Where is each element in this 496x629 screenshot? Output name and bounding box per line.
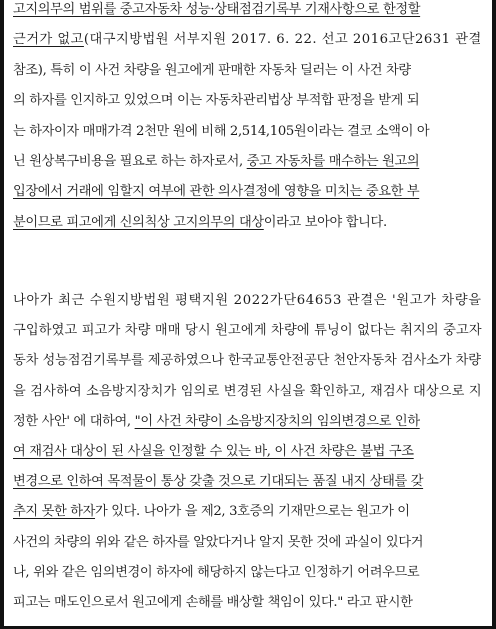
text-segment: 닌 원상복구비용을 필요로 하는 하자로서, (13, 154, 247, 169)
text-line (13, 152, 419, 172)
text-line (13, 563, 419, 583)
text-line (13, 291, 482, 311)
text-line (13, 30, 482, 50)
text-line (13, 321, 482, 341)
text-line (13, 442, 414, 462)
text-line (13, 213, 387, 233)
underlined-text: 근거가 없고 (13, 32, 84, 48)
text-line (13, 122, 429, 142)
text-segment: 이라고 보아야 합니다. (263, 214, 387, 230)
underlined-text: 분이므로 피고에게 신의칙상 고지의무의 대상 (13, 214, 264, 230)
text-segment: 의 하자를 인지하고 있었으며 이는 자동차관리법상 부적합 판정을 받게 되 (13, 93, 420, 109)
text-segment: 는 하자이자 매매가격 2천만 원에 비해 2,514,105원이라는 결코 소액이 아 (13, 123, 430, 139)
text-segment: 을 검사하여 소음방지장치가 임의로 변경된 사실을 확인하고, 재검사 대상으로 지 (13, 383, 482, 399)
text-segment: 동차 성능점검기록부를 제공하였으나 한국교통안전공단 천안자동차 검사소가 차량 (13, 353, 481, 369)
underlined-text: 추지 못한 하자 (13, 504, 96, 520)
text-segment: 정한 사안' 에 대하여, (13, 413, 135, 429)
underlined-text: 중고 자동차를 매수하는 원고의 (246, 154, 420, 169)
text-line (13, 0, 420, 20)
text-segment: 구입하였고 피고가 차량 매매 당시 원고에게 차량에 튜닝이 없다는 취지의 중고자 (13, 323, 482, 339)
text-segment: (대구지방법원 서부지원 2017. 6. 22. 선고 2016고단2631 관결 (83, 32, 482, 48)
text-line (13, 382, 482, 402)
underlined-text: 여 재검사 대상이 된 사실을 인정할 수 있는 바, 이 사건 차량은 불법 구조 (13, 444, 414, 459)
text-segment: 나아가 최근 수원지방법원 평택지원 2022가단64653 관결은 '원고가 차량을 (13, 293, 482, 308)
text-line (13, 502, 410, 522)
text-line (13, 412, 420, 432)
underlined-text: 고지의무의 범위를 중고자동차 성능·상태점검기록부 기재사항으로 한정할 (13, 2, 421, 17)
text-line (13, 593, 413, 613)
text-segment: 나, 위와 같은 임의변경이 하자에 해당하지 않는다고 인정하기 어려우므로 (13, 564, 420, 580)
text-line (13, 472, 423, 492)
text-segment: 사건의 차량의 위와 같은 하자를 알았다거나 알지 못한 것에 과실이 있다거 (13, 534, 424, 550)
text-line (13, 182, 419, 202)
underlined-text: "이 사건 차량이 소음방지장치의 임의변경으로 인하 (134, 413, 420, 429)
text-segment: 가 있다. 나아가 을 제2, 3호증의 기재만으로는 원고가 이 (95, 504, 410, 520)
text-line (13, 351, 481, 371)
underlined-text: 변경으로 인하여 목적물이 통상 갖출 것으로 기대되는 품질 내지 상태를 갖 (13, 474, 424, 490)
text-line (13, 91, 419, 111)
underlined-text: 입장에서 거래에 임할지 여부에 관한 의사결정에 영향을 미치는 중요한 부 (13, 184, 420, 200)
text-line (13, 61, 411, 81)
text-line (13, 533, 423, 553)
text-segment: 피고는 매도인으로서 원고에게 손해를 배상할 책임이 있다." 라고 판시한 (13, 595, 413, 610)
text-segment: 참조), 특히 이 사건 차량을 원고에게 판매한 자동차 딜러는 이 사건 차량 (13, 62, 411, 78)
